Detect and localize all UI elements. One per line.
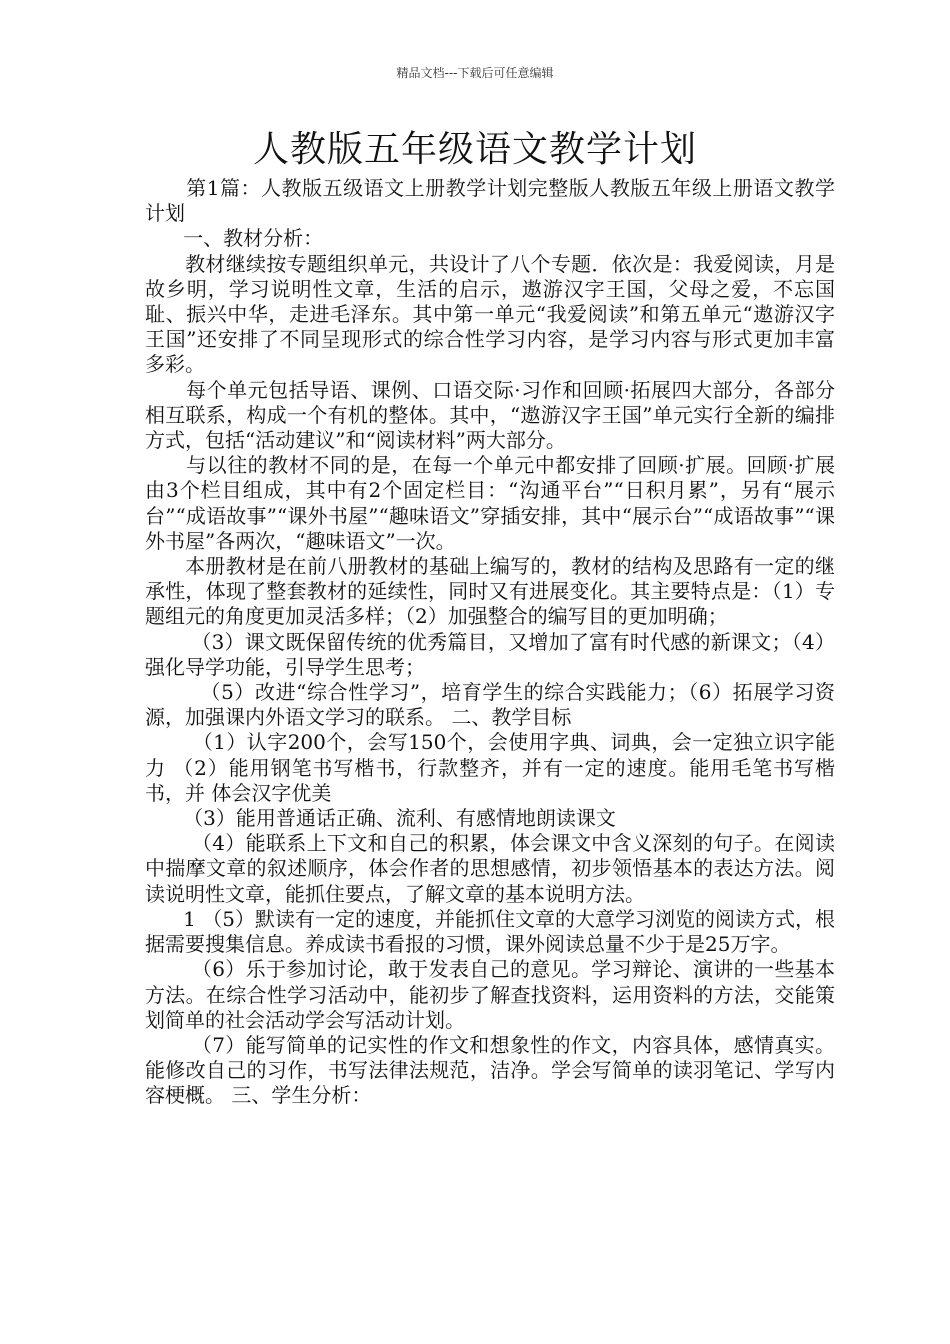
body-paragraph: 1 （5）默读有一定的速度，并能抓住文章的大意学习浏览的阅读方式，根据需要搜集信息。养成读书看报的习惯，课外阅读总量不少于是25万字。 [145, 906, 835, 957]
body-paragraph: （4）能联系上下文和自己的积累，体会课文中含义深刻的句子。在阅读中揣摩文章的叙述顺序，体会作者的思想感情，初步领悟基本的表达方法。阅读说明性文章，能抓住要点，了解文章的基本说明方法。 [145, 831, 835, 906]
body-paragraph: （7）能写简单的记实性的作文和想象性的作文，内容具体，感情真实。能修改自己的习作，书写法律法规范，洁净。学会写简单的读羽笔记、学写内容梗概。 三、学生分析： [145, 1032, 835, 1108]
body-paragraph: （3）能用普通话正确、流利、有感情地朗读课文 [145, 806, 616, 831]
body-paragraph: 第1篇：人教版五级语文上册教学计划完整版人教版五年级上册语文教学计划 [145, 176, 835, 226]
body-paragraph: 教材继续按专题组织单元，共设计了八个专题．依次是：我爱阅读，月是故乡明，学习说明性文章，生活的启示，遨游汉字王国，父母之爱，不忘国耻、振兴中华，走进毛泽东。其中第一单元“我爱阅读”和第五单元“遨游汉字王国”还安排了不同呈现形式的综合性学习内容，是学习内容与形式更加丰富多彩。 [145, 251, 836, 377]
body-paragraph: 本册教材是在前八册教材的基础上编写的，教材的结构及思路有一定的继承性，体现了整套教材的延续性，同时又有进展变化。其主要特点是：（1）专题组元的角度更加灵活多样；（2）加强整合的编写目的更加明确； [145, 554, 836, 629]
document-body [145, 176, 835, 1109]
body-paragraph: （6）乐于参加讨论，敢于发表自己的意见。学习辩论、演讲的一些基本方法。在综合性学习活动中，能初步了解查找资料，运用资料的方法，交能策划简单的社会活动学会写活动计划。 [145, 957, 835, 1032]
header-note: 精品文档---下载后可任意编辑 [396, 66, 554, 80]
body-paragraph: 每个单元包括导语、课例、口语交际·习作和回顾·拓展四大部分，各部分相互联系，构成一个有机的整体。其中，“遨游汉字王国”单元实行全新的编排方式，包括“活动建议”和“阅读材料”两大部分。 [145, 377, 835, 453]
document-title: 人教版五年级语文教学计划 [252, 129, 697, 170]
body-paragraph: （3）课文既保留传统的优秀篇目，又增加了富有时代感的新课文；（4）强化导学功能，引导学生思考； [145, 629, 835, 679]
body-paragraph: （1）认字200个，会写150个，会使用字典、词典，会一定独立识字能力 （2）能用钢笔书写楷书，行款整齐，并有一定的速度。能用毛笔书写楷书，并 体会汉字优美 [145, 730, 835, 805]
body-paragraph: 与以往的教材不同的是，在每一个单元中都安排了回顾·扩展。回顾·扩展由3个栏目组成，其中有2个固定栏目：“沟通平台”“日积月累”，另有“展示台”“成语故事”“课外书屋”“趣味语文”穿插安排，其中“展示台”“成语故事”“课外书屋”各两次，“趣味语文”一次。 [145, 453, 835, 553]
body-paragraph: 一、教材分析： [145, 226, 324, 251]
body-paragraph: （5）改进“综合性学习”，培育学生的综合实践能力；（6）拓展学习资源，加强课内外语文学习的联系。 二、教学目标 [145, 680, 836, 730]
